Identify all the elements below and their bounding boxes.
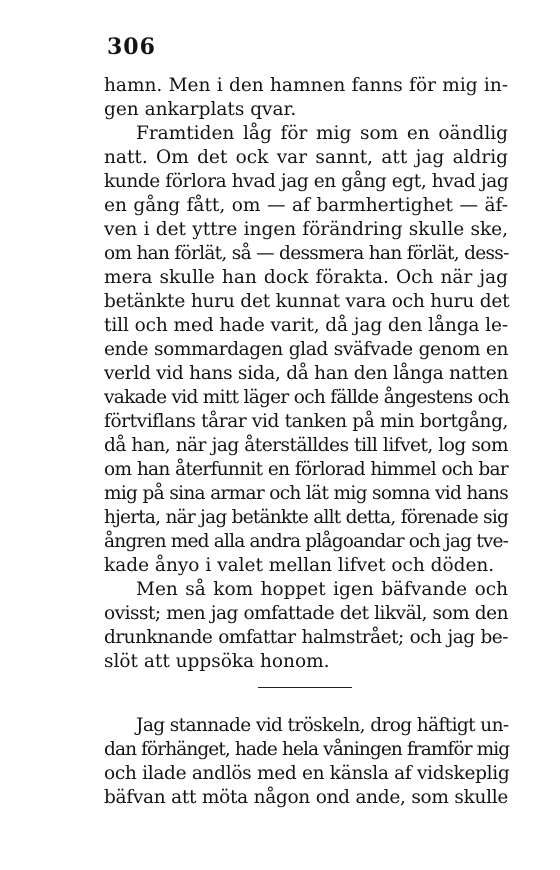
- text-line: Jag stannade vid tröskeln, drog häftigt un-: [136, 715, 509, 736]
- text-line: betänkte huru det kunnat vara och huru det: [104, 291, 510, 312]
- section-divider: [258, 687, 352, 688]
- text-line: ende sommardagen glad sväfvade genom en: [104, 339, 508, 360]
- text-line: ovisst; men jag omfattade det likväl, som den: [104, 603, 508, 624]
- text-line: verld vid hans sida, då han den långa natten: [104, 363, 508, 384]
- text-line: kade ånyo i valet mellan lifvet och döden.: [104, 555, 495, 576]
- text-line: mera skulle han dock förakta. Och när jag: [104, 267, 508, 288]
- text-line: ångren med alla andra plågoandar och jag tve-: [104, 531, 509, 552]
- text-line: mig på sina armar och lät mig somna vid hans: [104, 483, 508, 504]
- text-line: då han, när jag återställdes till lifvet, log som: [104, 435, 508, 456]
- text-line: ven i det yttre ingen förändring skulle ske,: [104, 219, 508, 240]
- text-line: hamn. Men i den hamnen fanns för mig in-: [104, 75, 508, 96]
- text-line: Men så kom hoppet igen bäfvande och: [136, 579, 508, 600]
- text-line: vakade vid mitt läger och fällde ångestens och: [104, 387, 509, 408]
- text-line: slöt att uppsöka honom.: [104, 651, 330, 672]
- text-line: Framtiden låg för mig som en oändlig: [136, 123, 508, 144]
- page-number: 306: [107, 34, 156, 60]
- text-line: om han återfunnit en förlorad himmel och bar: [104, 459, 508, 480]
- text-line: till och med hade varit, då jag den långa le-: [104, 315, 508, 336]
- text-line: gen ankarplats qvar.: [104, 99, 297, 120]
- text-line: kunde förlora hvad jag en gång egt, hvad jag: [104, 171, 509, 192]
- text-line: och ilade andlös med en känsla af vidskeplig: [104, 763, 510, 784]
- text-line: drunknande omfattar halmstrået; och jag be-: [104, 627, 508, 648]
- text-line: natt. Om det ock var sannt, att jag aldrig: [104, 147, 508, 168]
- text-line: bäfvan att möta någon ond ande, som skulle: [104, 787, 508, 808]
- text-line: förtviflans tårar vid tanken på min bortgång,: [104, 411, 508, 432]
- text-line: dan förhänget, hade hela våningen framför mig: [104, 739, 510, 760]
- text-line: hjerta, när jag betänkte allt detta, förenade sig: [104, 507, 508, 528]
- text-line: en gång fått, om — af barmhertighet — äf-: [104, 195, 508, 216]
- text-line: om han förlät, så — dessmera han förlät, dess-: [104, 243, 509, 264]
